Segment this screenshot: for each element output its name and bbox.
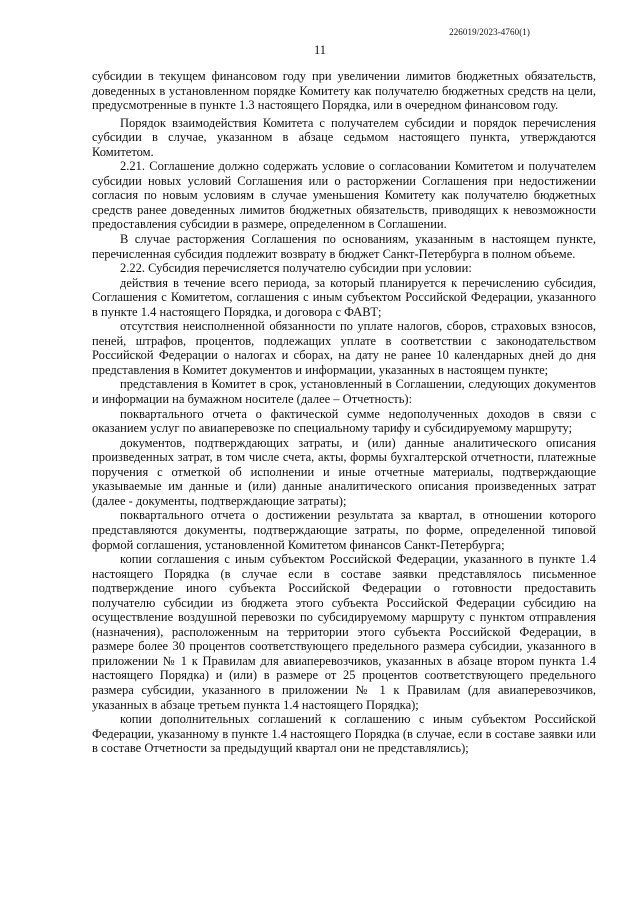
document-id: 226019/2023-4760(1) [449, 27, 530, 37]
paragraph: 2.22. Субсидия перечисляется получателю субсидии при условии: [120, 261, 472, 276]
paragraph: Порядок взаимодействия Комитета с получателем субсидии и порядок перечисления субсидии в случае, указанном в абзаце седьмом настоящего пункта, утверждаются Комитетом. [92, 115, 596, 159]
paragraph: действия в течение всего периода, за который планируется к перечислению субсидия, Соглашения с Комитетом, соглашения с иным субъектом Российской Федерации, указанного в пункте 1.4 настоящего Порядка, и договора с ФАВТ; [92, 275, 596, 319]
paragraph: представления в Комитет в срок, установленный в Соглашении, следующих документов и информации на бумажном носителе (далее – Отчетность): [92, 377, 596, 407]
paragraph: отсутствия неисполненной обязанности по уплате налогов, сборов, страховых взносов, пеней, штрафов, процентов, подлежащих уплате в соответствии с законодательством Российской Федерации о налогах и сборах, на дату не ранее 10 календарных дней до дня представления в Комитет документов и информации, указанных в настоящем пункте; [92, 319, 596, 377]
page-number: 11 [313, 43, 327, 57]
paragraph: поквартального отчета о фактической сумме недополученных доходов в связи с оказанием услуг по авиаперевозке по специальному тарифу и субсидируемому маршруту; [92, 406, 596, 436]
paragraph: поквартального отчета о достижении результата за квартал, в отношении которого представляются документы, подтверждающие затраты, по форме, определенной типовой формой соглашения, установленной Комитетом финансов Санкт-Петербурга; [92, 508, 596, 552]
body-text [92, 69, 596, 756]
paragraph: В случае расторжения Соглашения по основаниям, указанным в настоящем пункте, перечисленная субсидия подлежит возврату в бюджет Санкт-Петербурга в полном объеме. [92, 232, 596, 261]
paragraph: субсидии в текущем финансовом году при увеличении лимитов бюджетных обязательств, доведенных в установленном порядке Комитету как получателю бюджетных средств на цели, предусмотренные в пункте 1.3 настоящего Порядка, или в очередном финансовом году. [92, 69, 596, 113]
paragraph: документов, подтверждающих затраты, и (или) данные аналитического описания произведенных затрат, в том числе счета, акты, формы бухгалтерской отчетности, платежные поручения с отметкой об исполнении и иные отчетные материалы, подтверждающие указываемые им данные и (или) данные аналитического описания произведенных затрат (далее - документы, подтверждающие затраты); [92, 435, 596, 508]
paragraph: копии соглашения с иным субъектом Российской Федерации, указанного в пункте 1.4 настоящего Порядка (в случае если в составе заявки представлялось письменное подтверждение иного субъекта Российской Федерации о готовности предоставить получателю субсидии из бюджета этого субъекта Российской Федерации субсидию на осуществление воздушной перевозки по субсидируемому маршруту с пунктом отправления (назначения), расположенным на территории этого субъекта Российской Федерации, в размере более 30 процентов соответствующего предельного размера субсидии, указанного в приложении № 1 к Правилам для авиаперевозчиков, указанных в абзаце втором пункта 1.4 настоящего Порядка) и (или) в размере от 25 процентов соответствующего предельного размера субсидии, указанного в приложении № 1 к Правилам (для авиаперевозчиков, указанных в абзаце третьем пункта 1.4 настоящего Порядка); [92, 552, 596, 712]
paragraph: 2.21. Соглашение должно содержать условие о согласовании Комитетом и получателем субсидии новых условий Соглашения или о расторжении Соглашения при недостижении согласия по новым условиям в случае уменьшения Комитету как получателю бюджетных средств ранее доведенных лимитов бюджетных обязательств, приводящих к невозможности предоставления субсидии в размере, определенном в Соглашении. [92, 159, 596, 232]
paragraph: копии дополнительных соглашений к соглашению с иным субъектом Российской Федерации, указанному в пункте 1.4 настоящего Порядка (в случае, если в составе заявки или в составе Отчетности за предыдущий квартал они не представлялись); [92, 712, 596, 756]
